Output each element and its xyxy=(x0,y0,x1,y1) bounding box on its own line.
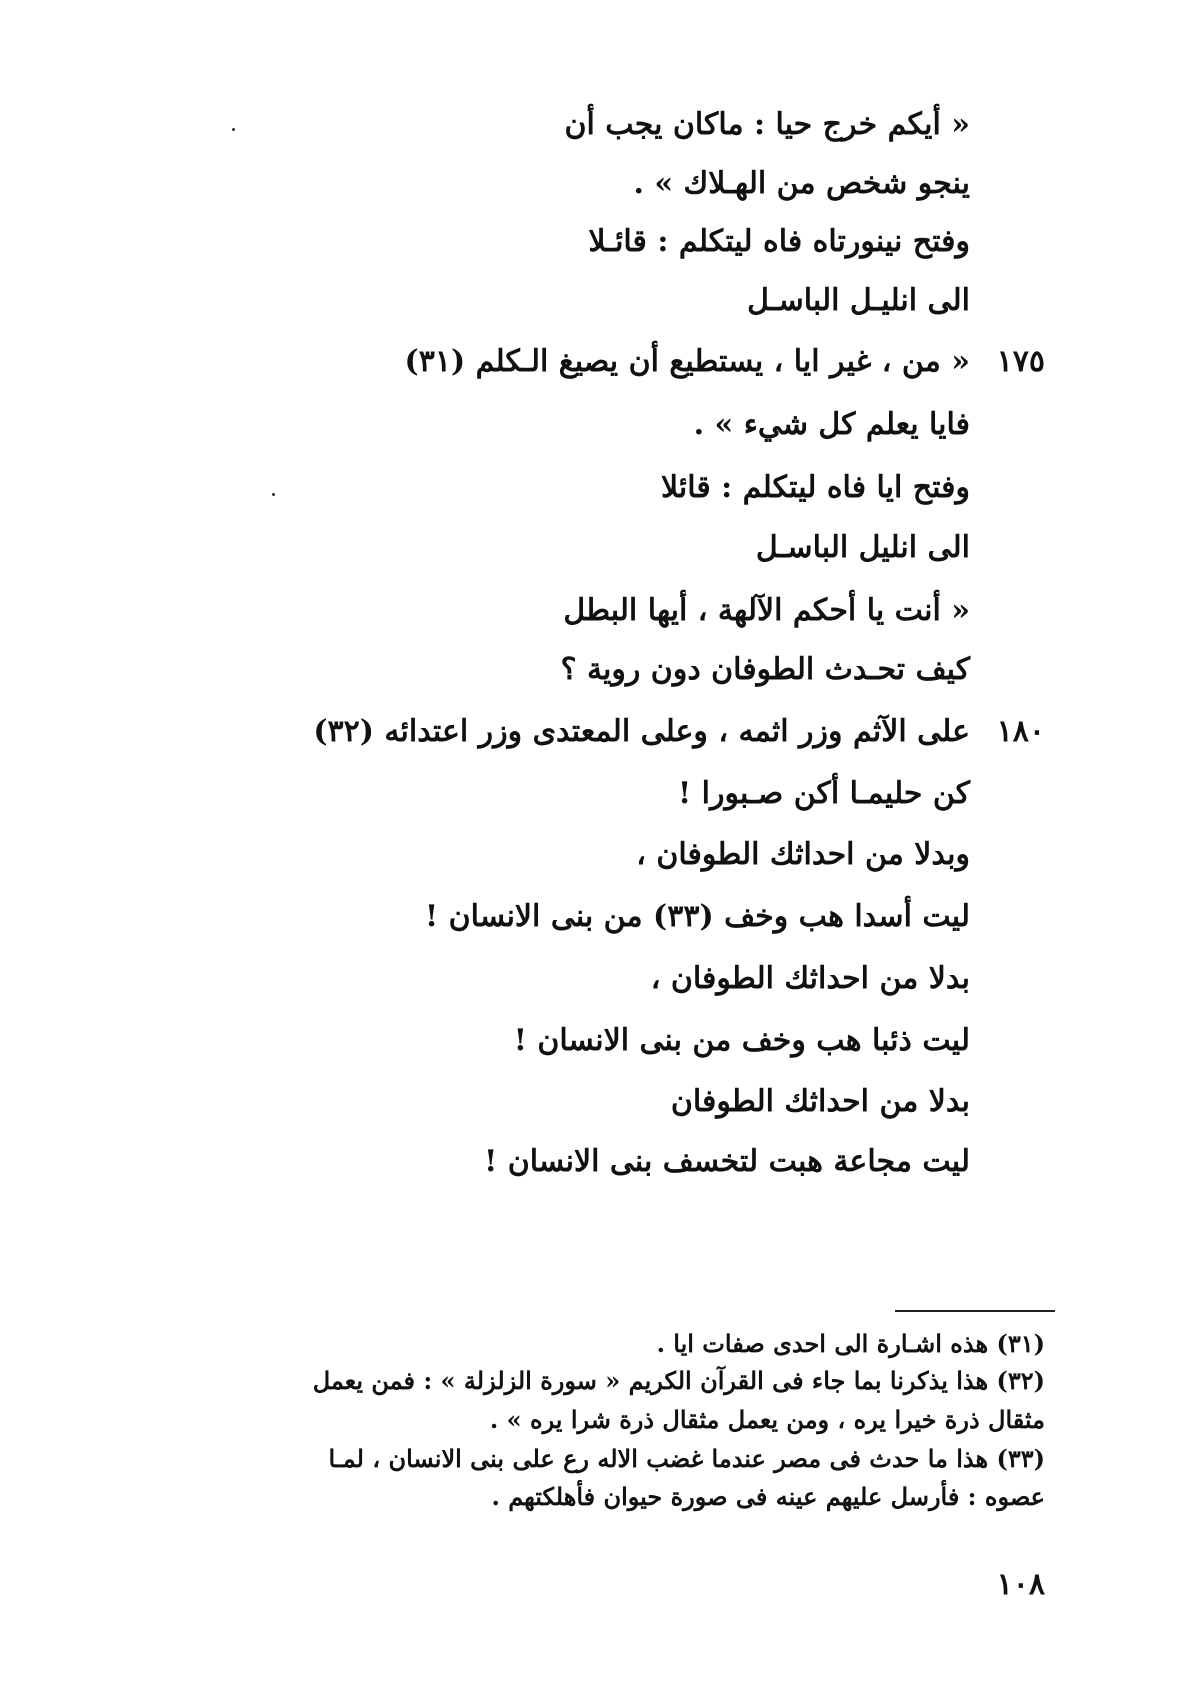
verse-line: ليت مجاعة هبت لتخسف بنى الانسان ! xyxy=(484,1144,970,1179)
footnote-line: عصوه : فأرسل عليهم عينه فى صورة حيوان فأهلكتهم . xyxy=(491,1482,1045,1511)
footnote-line: (٣١) هذه اشـارة الى احدى صفات ايا . xyxy=(656,1329,1045,1358)
footnote-line: (٣٢) هذا يذكرنا بما جاء فى القرآن الكريم « سورة الزلزلة » : فمن يعمل xyxy=(312,1366,1045,1395)
scan-speck xyxy=(232,128,235,131)
verse-line: فايا يعلم كل شيء » . xyxy=(693,407,970,442)
verse-line: كن حليمـا أكن صـبورا ! xyxy=(678,776,970,811)
page-number: ١٠٨ xyxy=(996,1567,1045,1602)
footnote-line: (٣٣) هذا ما حدث فى مصر عندما غضب الاله رع على بنى الانسان ، لمـا xyxy=(328,1444,1045,1473)
verse-line: « أيكم خرج حيا : ماكان يجب أن xyxy=(564,107,970,142)
verse-line: وفتح نينورتاه فاه ليتكلم : قائـلا xyxy=(588,224,970,259)
footnote-line: مثقال ذرة خيرا يره ، ومن يعمل مثقال ذرة شرا يره » . xyxy=(489,1405,1045,1434)
verse-line: ينجو شخص من الهـلاك » . xyxy=(633,166,970,201)
scan-speck xyxy=(272,493,275,496)
line-number: ١٨٠ xyxy=(996,714,1045,749)
verse-line: وبدلا من احداثك الطوفان ، xyxy=(636,837,970,872)
verse-line: وفتح ايا فاه ليتكلم : قائلا xyxy=(660,470,970,505)
verse-line: الى انليل الباسـل xyxy=(755,530,970,565)
verse-line: الى انليـل الباسـل xyxy=(747,283,970,318)
verse-line: بدلا من احداثك الطوفان ، xyxy=(650,961,970,996)
verse-line: « من ، غير ايا ، يستطيع أن يصيغ الـكلم (٣١) xyxy=(404,344,970,379)
footnote-divider xyxy=(895,1310,1055,1312)
line-number: ١٧٥ xyxy=(996,344,1045,379)
verse-line: كيف تحـدث الطوفان دون روية ؟ xyxy=(560,652,970,687)
verse-line: ليت أسدا هب وخف (٣٣) من بنى الانسان ! xyxy=(425,899,970,934)
verse-line: « أنت يا أحكم الآلهة ، أيها البطل xyxy=(563,593,970,628)
verse-line: ليت ذئبا هب وخف من بنى الانسان ! xyxy=(513,1023,970,1058)
verse-line: بدلا من احداثك الطوفان xyxy=(670,1084,970,1119)
verse-line: على الآثم وزر اثمه ، وعلى المعتدى وزر اعتدائه (٣٢) xyxy=(313,714,970,749)
